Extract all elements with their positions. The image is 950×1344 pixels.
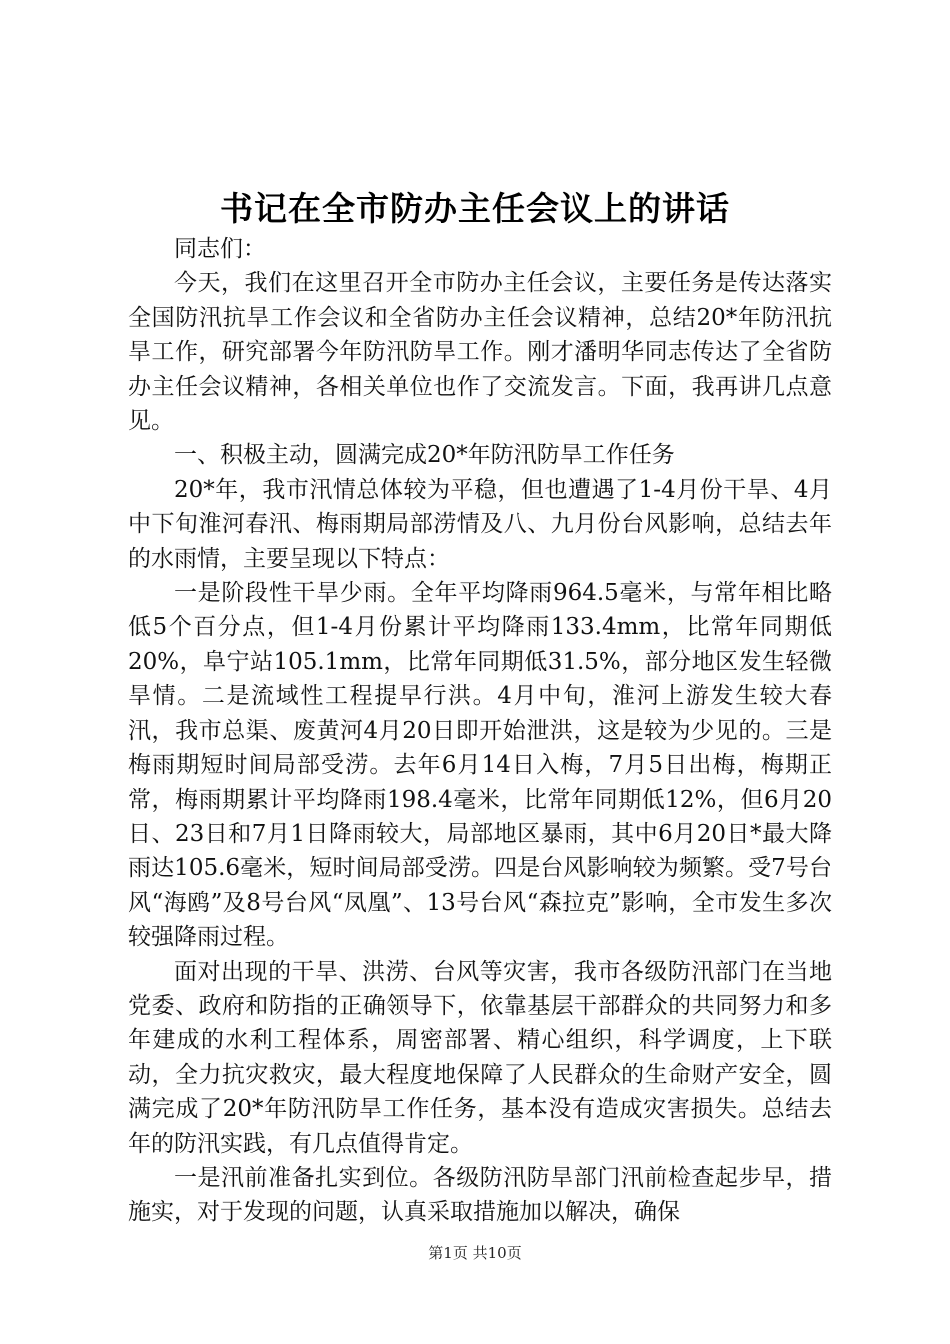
greeting-paragraph: 同志们： [174, 236, 266, 262]
document-body [128, 232, 832, 1230]
body-paragraph: 今天，我们在这里召开全市防办主任会议，主要任务是传达落实全国防汛抗旱工作会议和全省防办主任会议精神，总结20*年防汛抗旱工作，研究部署今年防汛防旱工作。刚才潘明华同志传达了全省防办主任会议精神，各相关单位也作了交流发言。下面，我再讲几点意见。 [128, 270, 832, 435]
body-paragraph: 一是汛前准备扎实到位。各级防汛防旱部门汛前检查起步早，措施实，对于发现的问题，认真采取措施加以解决，确保 [128, 1164, 832, 1226]
body-paragraph: 20*年，我市汛情总体较为平稳，但也遭遇了1-4月份干旱、4月中下旬淮河春汛、梅雨期局部涝情及八、九月份台风影响，总结去年的水雨情，主要呈现以下特点： [128, 476, 832, 572]
page-number-footer: 第1页 共10页 [428, 1244, 522, 1262]
body-paragraph: 一是阶段性干旱少雨。全年平均降雨964.5毫米，与常年相比略低5个百分点，但1-4月份累计平均降雨133.4mm，比常年同期低20%，阜宁站105.1mm，比常年同期低31.5%，部分地区发生轻微旱情。二是流域性工程提早行洪。4月中旬，淮河上游发生较大春汛，我市总渠、废黄河4月20日即开始泄洪，这是较为少见的。三是梅雨期短时间局部受涝。去年6月14日入梅，7月5日出梅，梅期正常，梅雨期累计平均降雨198.4毫米，比常年同期低12%，但6月20日、23日和7月1日降雨较大，局部地区暴雨，其中6月20日*最大降雨达105.6毫米，短时间局部受涝。四是台风影响较为频繁。受7号台风“海鸥”及8号台风“凤凰”、13号台风“森拉克”影响，全市发生多次较强降雨过程。 [128, 580, 832, 951]
body-paragraph: 面对出现的干旱、洪涝、台风等灾害，我市各级防汛部门在当地党委、政府和防指的正确领导下，依靠基层干部群众的共同努力和多年建成的水利工程体系，周密部署、精心组织，科学调度，上下联动，全力抗灾救灾，最大程度地保障了人民群众的生命财产安全，圆满完成了20*年防汛防旱工作任务，基本没有造成灾害损失。总结去年的防汛实践，有几点值得肯定。 [128, 958, 832, 1157]
document-title: 书记在全市防办主任会议上的讲话 [220, 189, 730, 228]
section-heading: 一、积极主动，圆满完成20*年防汛防旱工作任务 [174, 442, 675, 469]
